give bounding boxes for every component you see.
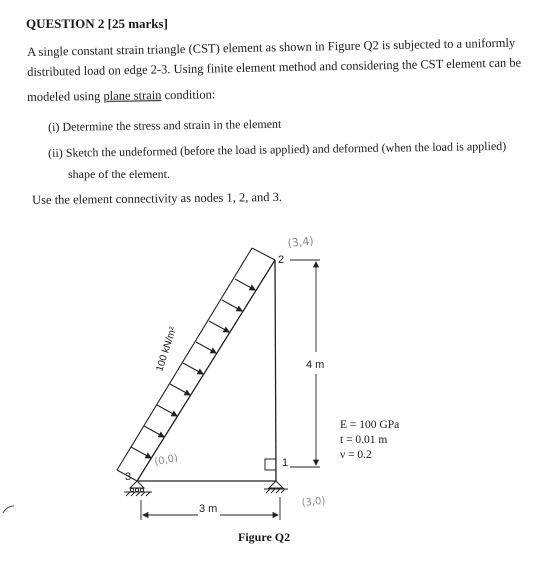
- question-heading: QUESTION 2 [25 marks]: [26, 16, 168, 31]
- task-item-2-continued: shape of the element.: [68, 167, 170, 181]
- edge-1-2: [275, 260, 276, 481]
- line3-post: condition:: [161, 87, 216, 103]
- load-arrow: [196, 342, 216, 353]
- load-arrow: [157, 405, 177, 416]
- task-item-1: (i) Determine the stress and strain in the element: [48, 116, 282, 134]
- load-arrow: [222, 300, 242, 311]
- scan-mark: [3, 506, 14, 513]
- handwritten-node-3-coords: (0,0): [153, 453, 179, 468]
- task-item-2: (ii) Sketch the undeformed (before the load is applied) and deformed (when the load is applied): [48, 138, 507, 160]
- load-arrow: [209, 321, 229, 332]
- pin-support-node-3: [124, 481, 152, 496]
- property-thickness: t = 0.01 m: [340, 434, 388, 446]
- load-arrow: [144, 426, 164, 437]
- load-arrow: [131, 447, 151, 458]
- distributed-load: [117, 248, 275, 481]
- node-1-label: 1: [282, 457, 289, 469]
- load-top-cap: [252, 248, 275, 260]
- problem-line-2: distributed load on edge 2-3. Using finite element method and considering the CST element can be: [27, 55, 522, 79]
- right-angle-marker: [265, 459, 276, 470]
- line3-pre: modeled using: [27, 88, 104, 104]
- node-3-label: 3: [125, 471, 132, 483]
- load-arrow: [183, 363, 203, 374]
- node-2-label: 2: [278, 254, 285, 266]
- width-dimension-label: 3 m: [199, 503, 218, 515]
- load-label: 100 kN/m²: [154, 325, 180, 373]
- load-arrow: [170, 384, 190, 395]
- connectivity-note: Use the element connectivity as nodes 1, 2, and 3.: [32, 189, 283, 207]
- height-dimension-label: 4 m: [306, 359, 325, 371]
- problem-line-1: A single constant strain triangle (CST) element as shown in Figure Q2 is subjected to a uniformly: [27, 35, 516, 59]
- load-arrow: [235, 279, 255, 290]
- handwritten-node-1-coords: (3,0): [301, 495, 326, 509]
- handwritten-node-2-coords: (3,4): [286, 234, 315, 250]
- property-poisson: ν = 0.2: [340, 449, 372, 461]
- figure-caption: Figure Q2: [238, 530, 291, 544]
- load-outer-line: [117, 248, 252, 470]
- property-E: E = 100 GPa: [340, 419, 400, 431]
- plane-strain-underlined: plane strain: [103, 88, 162, 103]
